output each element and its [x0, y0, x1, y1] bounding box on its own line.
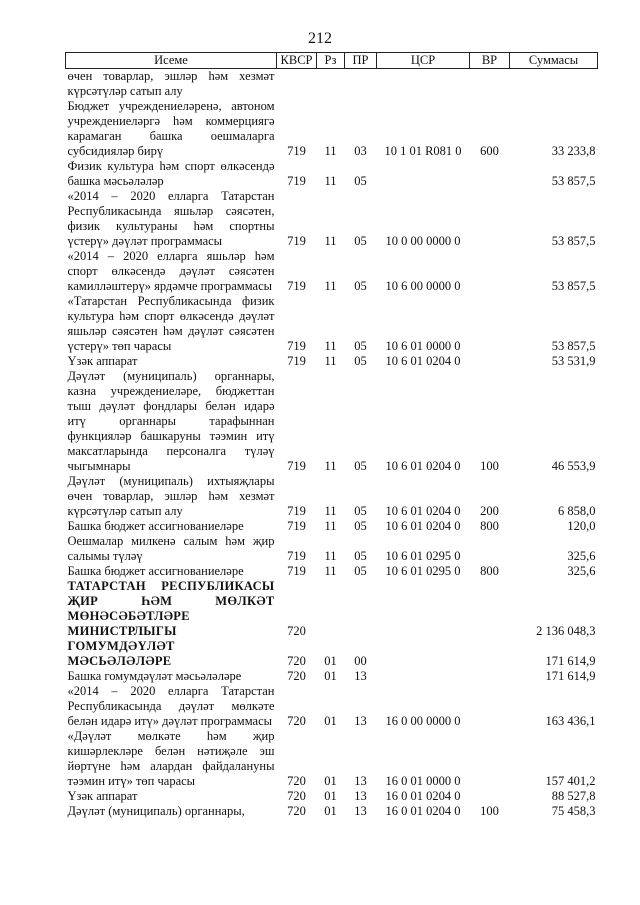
budget-table: [65, 52, 598, 819]
row-rz: 11: [324, 504, 337, 518]
row-csr: 10 6 01 0295 0: [385, 564, 461, 578]
row-name: «Татарстан Республикасында физик культура һәм спорт өлкәсендә дәүләт яшьләр сәясәтен һәм дәүләт сәясәтен үстерү» төп чарасы: [67, 294, 275, 353]
row-csr: [377, 69, 470, 100]
row-vr: [470, 159, 510, 189]
header-sum: Суммасы: [510, 53, 598, 69]
row-vr: [470, 354, 510, 369]
row-sum: 53 857,5: [551, 279, 596, 293]
row-rz: 11: [324, 279, 337, 293]
table-row: [66, 369, 598, 474]
table-row: [66, 804, 598, 819]
row-vr: [470, 189, 510, 249]
row-sum: 53 857,5: [551, 174, 596, 188]
row-name: Үзәк аппарат: [67, 354, 138, 368]
row-kvsr: 719: [287, 459, 306, 473]
row-sum: 171 614,9: [545, 669, 596, 683]
row-kvsr: 719: [287, 549, 306, 563]
table-row: [66, 579, 598, 639]
header-pr: ПР: [345, 53, 377, 69]
row-sum: 157 401,2: [545, 774, 596, 788]
row-name: Дәүләт (муниципаль) органнары,: [67, 804, 245, 818]
row-rz: 01: [324, 804, 337, 818]
row-sum: 75 458,3: [551, 804, 596, 818]
table-row: [66, 99, 598, 159]
row-kvsr: 719: [287, 234, 306, 248]
row-sum: [510, 69, 598, 100]
row-name: Бюджет учреждениеләренә, автоном учреждениеләргә һәм коммерциягә карамаган башка оешмаларга субсидияләр бирү: [67, 99, 275, 158]
row-vr: [470, 534, 510, 564]
row-csr: 10 6 01 0204 0: [385, 519, 461, 533]
row-kvsr: 720: [287, 804, 306, 818]
row-pr: 00: [354, 654, 367, 668]
row-vr: [470, 729, 510, 789]
row-name: Дәүләт (муниципаль) ихтыяҗлары өчен товарлар, эшләр һәм хезмәт күрсәтүләр сатып алу: [67, 474, 275, 518]
row-csr: 16 0 01 0204 0: [385, 789, 461, 803]
table-row: [66, 669, 598, 684]
row-pr: 05: [354, 279, 367, 293]
table-row: [66, 639, 598, 669]
header-vr: ВР: [470, 53, 510, 69]
row-rz: [317, 69, 345, 100]
table-row: [66, 354, 598, 369]
row-csr: 10 6 01 0000 0: [385, 339, 461, 353]
row-vr: 800: [480, 564, 499, 578]
row-rz: 11: [324, 144, 337, 158]
row-csr: 10 6 00 0000 0: [385, 279, 461, 293]
row-vr: [470, 69, 510, 100]
row-vr: [470, 669, 510, 684]
row-vr: [470, 579, 510, 639]
row-rz: 11: [324, 519, 337, 533]
row-pr: 05: [354, 459, 367, 473]
row-rz: 11: [324, 549, 337, 563]
row-rz: 01: [324, 774, 337, 788]
row-csr: 16 0 00 0000 0: [385, 714, 461, 728]
row-sum: 171 614,9: [545, 654, 596, 668]
row-csr: [377, 579, 470, 639]
row-csr: [377, 159, 470, 189]
row-kvsr: 719: [287, 354, 306, 368]
row-pr: 05: [354, 519, 367, 533]
header-rz: Рз: [317, 53, 345, 69]
row-kvsr: 719: [287, 174, 306, 188]
header-csr: ЦСР: [377, 53, 470, 69]
row-name: «Дәүләт мөлкәте һәм җир кишәрлекләре белән нәтиҗәле эш йөртүне һәм алардан файдалануны тәэмин итү» төп чарасы: [67, 729, 275, 788]
row-rz: 11: [324, 354, 337, 368]
row-sum: 33 233,8: [551, 144, 596, 158]
row-sum: 46 553,9: [551, 459, 596, 473]
row-csr: 10 6 01 0204 0: [385, 354, 461, 368]
row-kvsr: 720: [287, 714, 306, 728]
table-row: [66, 249, 598, 294]
row-pr: [345, 579, 377, 639]
row-vr: [470, 639, 510, 669]
row-vr: [470, 789, 510, 804]
row-csr: [377, 639, 470, 669]
table-row: [66, 519, 598, 534]
row-pr: 13: [354, 714, 367, 728]
row-kvsr: 720: [287, 774, 306, 788]
row-pr: 05: [354, 564, 367, 578]
row-sum: 53 857,5: [551, 339, 596, 353]
table-row: [66, 564, 598, 579]
row-sum: 163 436,1: [545, 714, 596, 728]
row-csr: 10 0 00 0000 0: [385, 234, 461, 248]
row-pr: 05: [354, 234, 367, 248]
row-sum: 53 531,9: [551, 354, 596, 368]
row-rz: 01: [324, 714, 337, 728]
table-row: [66, 69, 598, 100]
row-sum: 325,6: [567, 564, 596, 578]
table-row: [66, 684, 598, 729]
row-name: Физик культура һәм спорт өлкәсендә башка мәсьәләләр: [67, 159, 275, 188]
row-csr: 16 0 01 0204 0: [385, 804, 461, 818]
row-kvsr: 719: [287, 504, 306, 518]
row-kvsr: 720: [287, 669, 306, 683]
row-vr: [470, 294, 510, 354]
row-rz: 01: [324, 789, 337, 803]
row-csr: 10 6 01 0204 0: [385, 459, 461, 473]
row-vr: 200: [480, 504, 499, 518]
row-rz: 11: [324, 234, 337, 248]
row-kvsr: 720: [287, 654, 306, 668]
row-name: Башка бюджет ассигнованиеләре: [67, 519, 244, 533]
row-vr: [470, 249, 510, 294]
row-kvsr: 719: [287, 339, 306, 353]
row-kvsr: 720: [287, 789, 306, 803]
row-csr: 16 0 01 0000 0: [385, 774, 461, 788]
row-kvsr: 720: [287, 624, 306, 638]
row-sum: 88 527,8: [551, 789, 596, 803]
table-row: [66, 189, 598, 249]
row-vr: 800: [480, 519, 499, 533]
row-name: Башка гомумдәүләт мәсьәләләре: [67, 669, 242, 683]
row-pr: 13: [354, 789, 367, 803]
page-number: 212: [308, 30, 332, 47]
row-rz: 11: [324, 564, 337, 578]
table-header-row: [66, 53, 598, 69]
row-pr: 13: [354, 804, 367, 818]
row-rz: 01: [324, 669, 337, 683]
header-name: Исеме: [66, 53, 277, 69]
row-sum: 6 858,0: [558, 504, 596, 518]
table-row: [66, 534, 598, 564]
table-row: [66, 729, 598, 789]
row-name: ГОМУМДӘҮЛӘТ МӘСЬӘЛӘЛӘРЕ: [67, 639, 175, 668]
row-kvsr: 719: [287, 144, 306, 158]
row-pr: [345, 69, 377, 100]
row-pr: 05: [354, 549, 367, 563]
row-name: Башка бюджет ассигнованиеләре: [67, 564, 244, 578]
row-sum: 53 857,5: [551, 234, 596, 248]
table-row: [66, 474, 598, 519]
row-name: өчен товарлар, эшләр һәм хезмәт күрсәтүләр сатып алу: [67, 69, 275, 98]
row-sum: 2 136 048,3: [536, 624, 596, 638]
table-row: [66, 789, 598, 804]
row-vr: 600: [480, 144, 499, 158]
row-sum: 325,6: [567, 549, 596, 563]
row-vr: 100: [480, 804, 499, 818]
row-rz: 01: [324, 654, 337, 668]
table-row: [66, 159, 598, 189]
row-name: Дәүләт (муниципаль) органнары, казна учреждениеләре, бюджеттан тыш дәүләт фондлары белән идарә итү органнары тарафыннан функцияләр башкаруны тәэмин итү максатларында персоналга түләү чыгымнары: [67, 369, 275, 473]
row-pr: 13: [354, 669, 367, 683]
row-pr: 03: [354, 144, 367, 158]
row-rz: 11: [324, 459, 337, 473]
row-rz: 11: [324, 174, 337, 188]
row-kvsr: 719: [287, 564, 306, 578]
row-csr: 10 1 01 R081 0: [384, 144, 462, 158]
row-pr: 05: [354, 504, 367, 518]
row-name: «2014 – 2020 елларга Татарстан Республикасында дәүләт мөлкәте белән идарә итү» дәүләт программасы: [67, 684, 275, 728]
row-pr: 05: [354, 339, 367, 353]
row-sum: 120,0: [567, 519, 596, 533]
row-rz: [317, 579, 345, 639]
row-vr: 100: [480, 459, 499, 473]
row-csr: 10 6 01 0295 0: [385, 549, 461, 563]
row-kvsr: 719: [287, 279, 306, 293]
row-csr: [377, 669, 470, 684]
header-kvsr: КВСР: [277, 53, 317, 69]
table-body: [66, 69, 598, 820]
row-pr: 05: [354, 354, 367, 368]
row-name: ТАТАРСТАН РЕСПУБЛИКАСЫ ҖИР ҺӘМ МӨЛКӘТ МӨНӘСӘБӘТЛӘРЕ МИНИСТРЛЫГЫ: [67, 579, 275, 638]
row-kvsr: 719: [287, 519, 306, 533]
row-pr: 13: [354, 774, 367, 788]
row-rz: 11: [324, 339, 337, 353]
row-pr: 05: [354, 174, 367, 188]
row-name: «2014 – 2020 елларга яшьләр һәм спорт өлкәсендә дәүләт сәясәтен камилләштерү» ярдәмче программасы: [67, 249, 275, 293]
row-name: «2014 – 2020 елларга Татарстан Республикасында яшьләр сәясәтен, физик культураны һәм спортны үстерү» дәүләт программасы: [67, 189, 275, 248]
row-kvsr: [277, 69, 317, 100]
row-name: Үзәк аппарат: [67, 789, 138, 803]
row-vr: [470, 684, 510, 729]
row-csr: 10 6 01 0204 0: [385, 504, 461, 518]
table-row: [66, 294, 598, 354]
row-name: Оешмалар милкенә салым һәм җир салымы түләү: [67, 534, 275, 563]
